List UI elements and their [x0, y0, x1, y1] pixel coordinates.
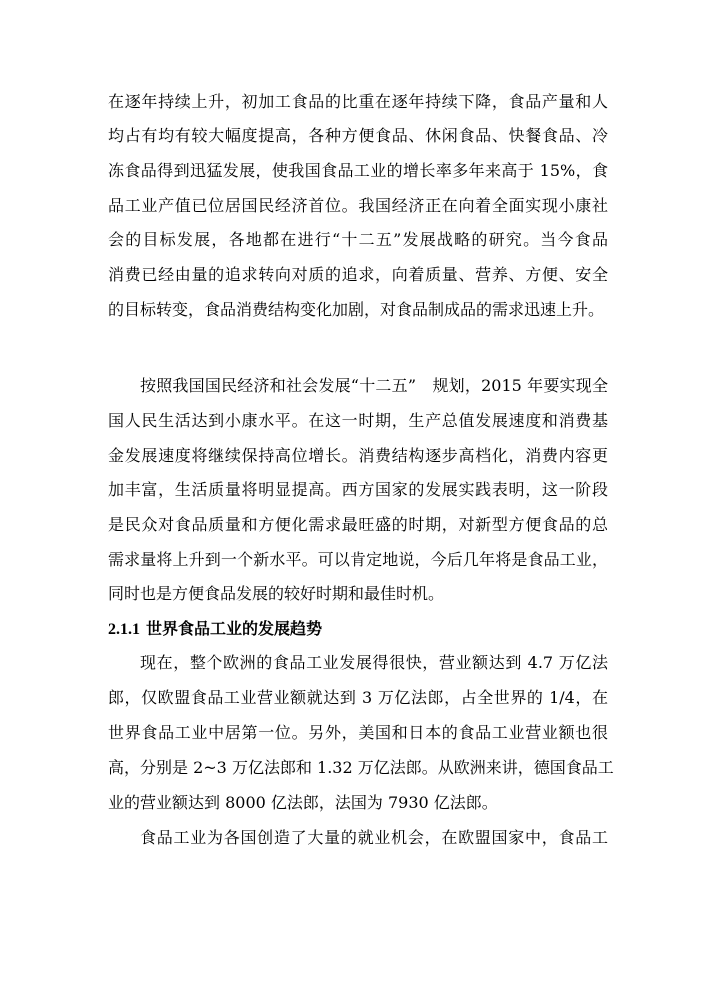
- paragraph-2-line-7: 同时也是方便食品发展的较好时期和最佳时机。: [108, 584, 445, 603]
- paragraph-3-line-1: 现在，整个欧洲的食品工业发展得很快，营业额达到 4.7 万亿法: [140, 653, 608, 672]
- paragraph-2-line-5: 是民众对食品质量和方便化需求最旺盛的时期，对新型方便食品的总: [108, 515, 608, 534]
- paragraph-1-line-3: 冻食品得到迅猛发展，使我国食品工业的增长率多年来高于 15%，食: [108, 161, 608, 180]
- paragraph-2-line-1: 按照我国国民经济和社会发展“十二五” 规划，2015 年要实现全: [140, 376, 608, 395]
- paragraph-2-line-3: 金发展速度将继续保持高位增长。消费结构逐步高档化，消费内容更: [108, 446, 608, 465]
- section-heading-number: 2.1.1: [108, 621, 140, 638]
- paragraph-1-line-1: 在逐年持续上升，初加工食品的比重在逐年持续下降，食品产量和人: [108, 92, 608, 111]
- paragraph-1-line-6: 消费已经由量的追求转向对质的追求，向着质量、营养、方便、安全: [108, 265, 608, 284]
- section-heading-title: 世界食品工业的发展趋势: [146, 619, 323, 638]
- paragraph-3-line-3: 世界食品工业中居第一位。另外，美国和日本的食品工业营业额也很: [108, 723, 608, 742]
- paragraph-2-line-2: 国人民生活达到小康水平。在这一时期，生产总值发展速度和消费基: [108, 411, 608, 430]
- paragraph-2-line-6: 需求量将上升到一个新水平。可以肯定地说，今后几年将是食品工业，: [108, 550, 608, 569]
- paragraph-3-line-5: 业的营业额达到 8000 亿法郎，法国为 7930 亿法郎。: [108, 793, 498, 812]
- section-heading: [108, 619, 322, 640]
- paragraph-2-line-4: 加丰富，生活质量将明显提高。西方国家的发展实践表明，这一阶段: [108, 480, 608, 499]
- paragraph-1-line-7: 的目标转变，食品消费结构变化加剧，对食品制成品的需求迅速上升。: [108, 300, 605, 319]
- paragraph-1-line-2: 均占有均有较大幅度提高，各种方便食品、休闲食品、快餐食品、冷: [108, 126, 608, 145]
- paragraph-4-line-1: 食品工业为各国创造了大量的就业机会，在欧盟国家中，食品工: [140, 828, 608, 847]
- paragraph-3-line-2: 郎，仅欧盟食品工业营业额就达到 3 万亿法郎，占全世界的 1/4，在: [108, 688, 608, 707]
- paragraph-1-line-5: 会的目标发展，各地都在进行“十二五”发展战略的研究。当今食品: [108, 230, 608, 249]
- paragraph-3-line-4: 高，分别是 2~3 万亿法郎和 1.32 万亿法郎。从欧洲来讲，德国食品工: [108, 758, 614, 777]
- paragraph-1-line-4: 品工业产值已位居国民经济首位。我国经济正在向着全面实现小康社: [108, 196, 608, 215]
